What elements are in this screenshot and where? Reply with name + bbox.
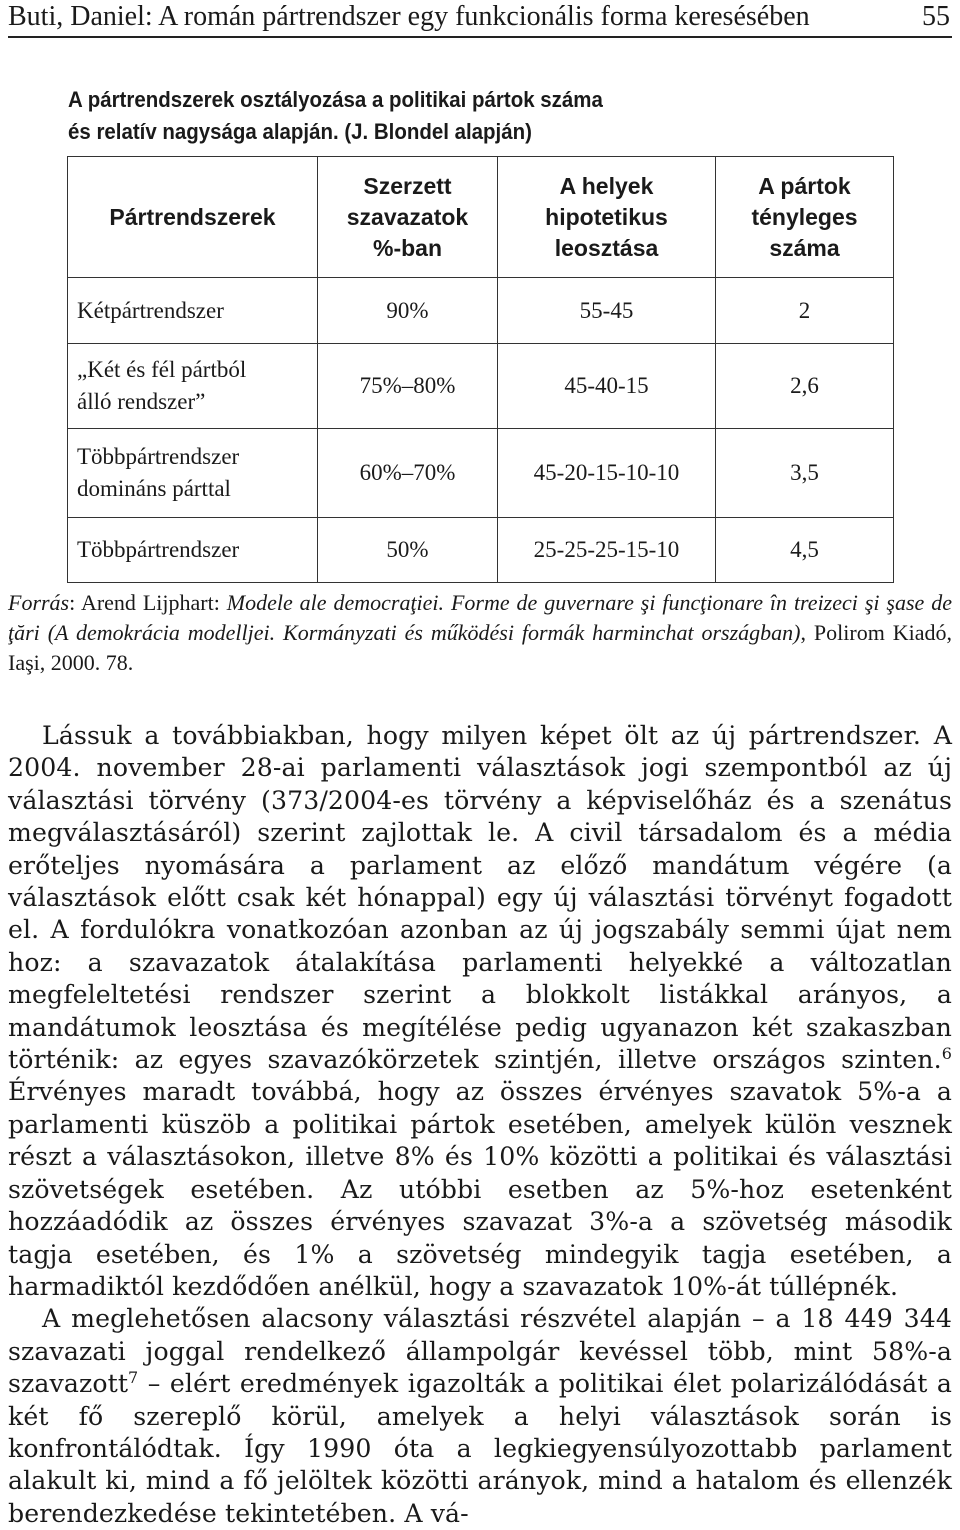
paragraph: A meglehetősen alacsony választási részvétel alapján – a 18 449 344 szavazati joggal rendelkező állampolgár kevéssel több, mint 58%-a szavazott$^7$ – elért eredmények igazolták a politikai élet polarizálódását a két fő szereplő körül, amelyek a helyi választások során is konfrontálódtak. Így 1990 óta a legkiegyensúlyozottabb parlament alakult ki, mind a fő jelöltek közötti arányok, mind a hatalom és ellenzék berendezkedése tekintetében. A vá- [8, 1304, 952, 1528]
cell-parties: 2,6 [716, 344, 894, 429]
table-row [68, 344, 894, 429]
cell-votes: 90% [318, 278, 498, 344]
cell-parties: 4,5 [716, 518, 894, 583]
footnote-ref[interactable]: 7 [128, 1368, 139, 1388]
table-caption [68, 84, 719, 148]
cell-system: Többpártrendszer domináns párttal [68, 429, 318, 518]
source-author: : Arend Lijphart: [69, 590, 227, 615]
header-seat-distribution: A helyek hipotetikus leosztása [498, 157, 716, 278]
cell-seats: 55-45 [498, 278, 716, 344]
source-title: Modele ale democraţiei. Forme de guvernare şi funcţionare în treizeci şi şase de ţări (A demokrácia modelljei. Kormányzati és működési formák harminchat országban) [8, 590, 952, 645]
party-systems-table [67, 156, 894, 583]
running-title: Buti, Daniel: A román pártrendszer egy funkcionális forma keresésében [8, 1, 810, 32]
cell-seats: 45-20-15-10-10 [498, 429, 716, 518]
header-votes-percent: Szerzett szavazatok %-ban [318, 157, 498, 278]
cell-votes: 60%–70% [318, 429, 498, 518]
cell-seats: 45-40-15 [498, 344, 716, 429]
table-row [68, 518, 894, 583]
source-publisher: , Polirom Kiadó, Iaşi, 2000. 78. [8, 620, 952, 675]
table-row [68, 278, 894, 344]
table-header-row [68, 157, 894, 278]
cell-votes: 75%–80% [318, 344, 498, 429]
table-row [68, 429, 894, 518]
cell-votes: 50% [318, 518, 498, 583]
cell-parties: 3,5 [716, 429, 894, 518]
header-party-systems: Pártrendszerek [68, 157, 318, 278]
running-header [8, 0, 952, 38]
cell-system: Kétpártrendszer [68, 278, 318, 344]
table-caption-line-1: A pártrendszerek osztályozása a politikai pártok száma [68, 87, 603, 112]
table-source-note [8, 588, 952, 678]
body-text [8, 720, 952, 1530]
cell-parties: 2 [716, 278, 894, 344]
page-number: 55 [922, 1, 950, 32]
paragraph: Lássuk a továbbiakban, hogy milyen képet ölt az új pártrendszer. A 2004. november 28-ai parlamenti választások jogi szempontból az új választási törvény (373/2004-es törvény a képviselőház és a szenátus megválasztásáról) szerint zajlottak le. A civil társadalom és a média erőteljes nyomására a parlament az előző mandátum végére (a választások előtt csak két hónappal) egy új választási törvényt fogadott el. A fordulókra vonatkozóan azonban az új jogszabály semmi újat nem hoz: a szavazatok átalakítása parlamenti helyekké a változatlan megfeleltetési rendszer szerint a blokkolt listákkal arányos, a mandátumok leosztása és megítélése pedig ugyanazon két szakaszban történik: az egyes szavazókörzetek szintjén, illetve országos szinten.$^6$ Érvényes maradt továbbá, hogy az összes érvényes szavatok 5%-a a parlamenti küszöb a politikai pártok esetében, amelyek külön vesznek részt a választásokon, illetve 8% és 10% közötti a politikai és választási szövetségek esetében. Az utóbbi esetben az 5%-hoz esetenként hozzáadódik az összes érvényes szavazat 3%-a a szövetség második tagja esetében, és 1% a szövetség mindegyik tagja esetében, a harmadiktól kezdődően anélkül, hogy a szavazatok 10%-át túllépnék. [8, 721, 952, 1301]
cell-system: „Két és fél pártból álló rendszer” [68, 344, 318, 429]
cell-seats: 25-25-25-15-10 [498, 518, 716, 583]
header-effective-parties: A pártok tényleges száma [716, 157, 894, 278]
table-caption-line-2: és relatív nagysága alapján. (J. Blondel alapján) [68, 119, 532, 144]
cell-system: Többpártrendszer [68, 518, 318, 583]
source-label: Forrás [8, 590, 70, 615]
footnote-ref[interactable]: 6 [941, 1044, 952, 1064]
